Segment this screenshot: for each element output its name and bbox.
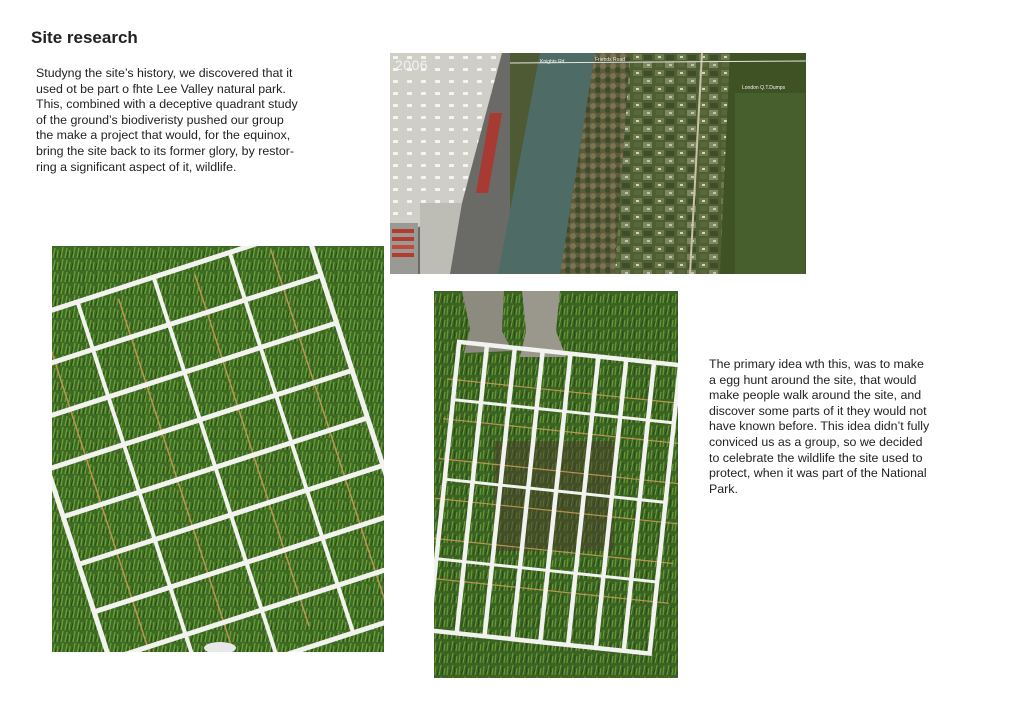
aerial-site-photo xyxy=(390,53,806,274)
quadrat-photo-left xyxy=(52,246,384,652)
road-label: Knights Rd xyxy=(540,59,565,65)
aerial-year-label: 2006 xyxy=(395,57,429,73)
place-label: London Q.T.Dumps xyxy=(742,85,786,91)
road-label: Friends Road xyxy=(595,57,626,63)
quadrat-photo-right xyxy=(434,291,678,678)
page-title: Site research xyxy=(31,28,138,47)
idea-paragraph: The primary idea wth this, was to make a egg hunt around the site, that would make people walk around the site, and discover some parts of it they would not have known before. This idea didn’t fully conviced us as a group, so we decided to celebrate the wildlife the site used to protect, when it was part of the National Park. xyxy=(709,357,930,496)
intro-paragraph: Studyng the site’s history, we discovered that it used ot be part o fhte Lee Valley natural park. This, combined with a deceptive quadrant study of the ground’s biodiveristy pushed our group the make a project that would, for the equinox, bring the site back to its former glory, by restor- ring a significant aspect of it, wildlife. xyxy=(36,66,298,174)
